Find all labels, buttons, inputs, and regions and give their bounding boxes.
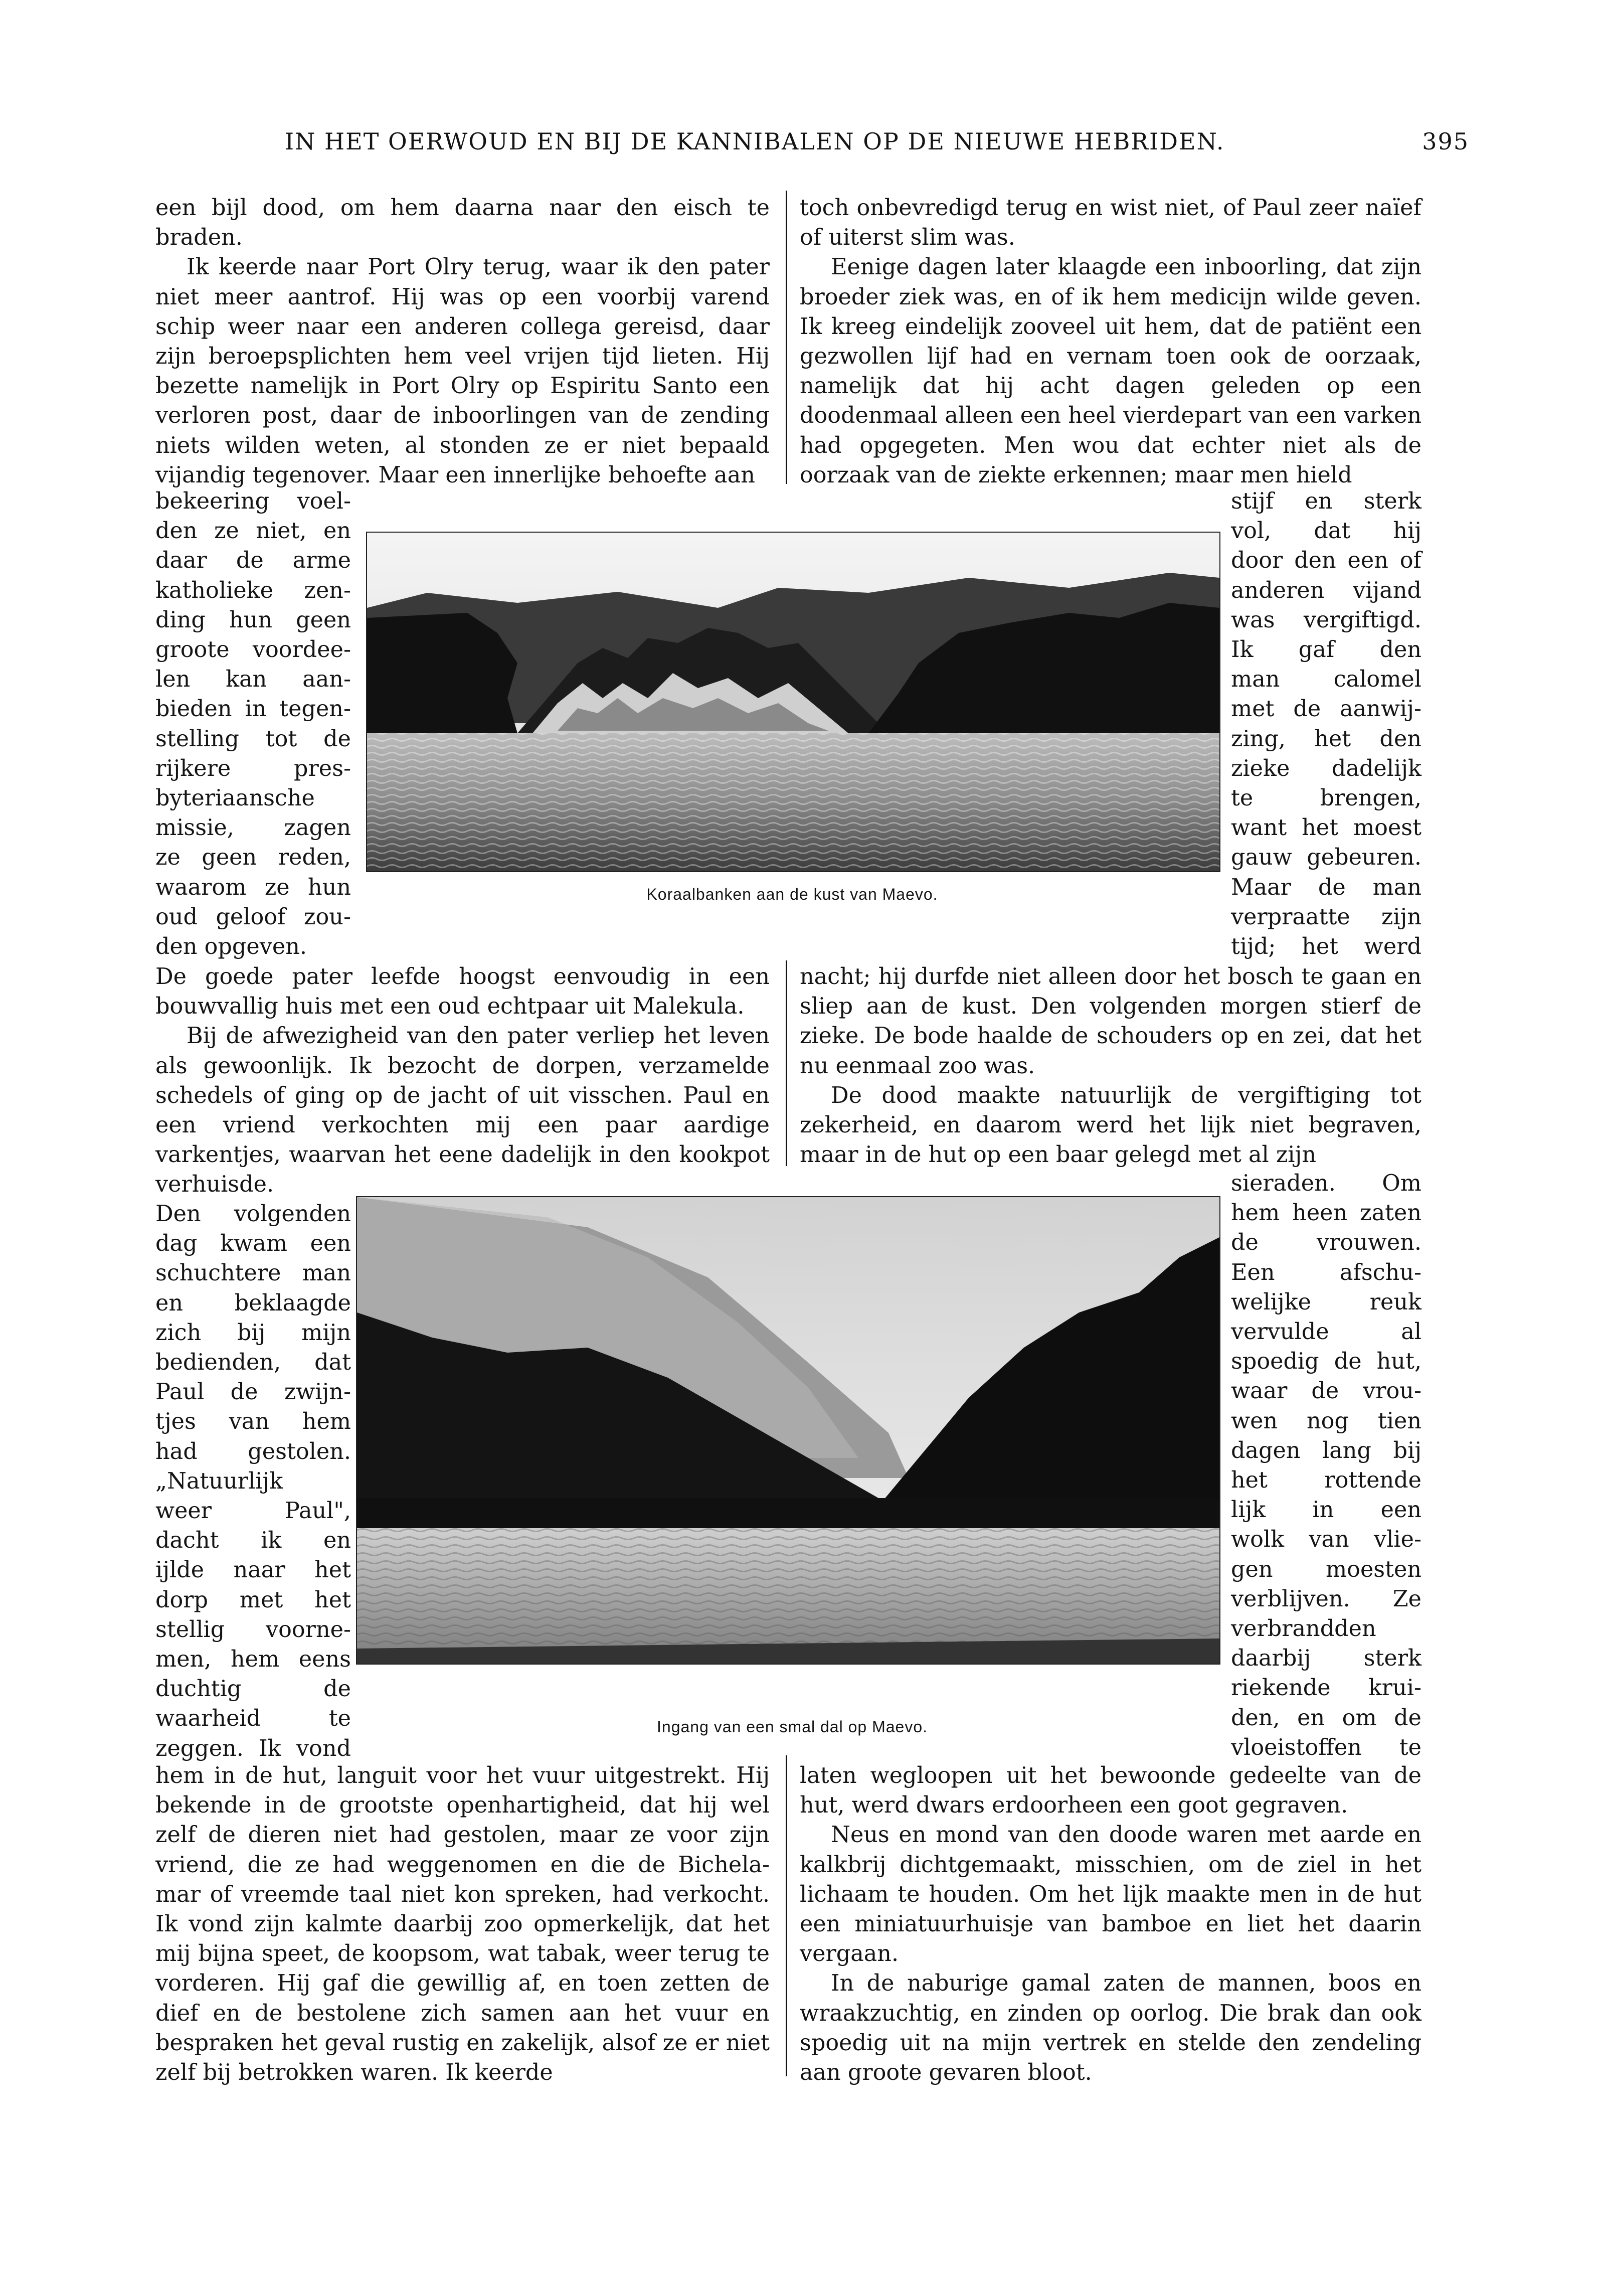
- paragraph: De dood maakte natuurlijk de vergiftiging tot zekerheid, en daarom werd het lijk niet begraven, maar in de hut op een baar gelegd met al zijn: [800, 1082, 1421, 1168]
- text-line: zieke dadelijk: [1231, 755, 1421, 781]
- text-line: waar de vrou-: [1231, 1378, 1421, 1404]
- text-line: gen moesten: [1231, 1556, 1421, 1582]
- text-line: ze geen reden,: [155, 845, 351, 871]
- text-line: verpraatte zijn: [1231, 904, 1421, 930]
- left-column-middle: [155, 962, 770, 1200]
- text-line: ijlde naar het: [155, 1557, 351, 1583]
- text-line: daar de arme: [155, 548, 351, 574]
- paragraph: hem in de hut, languit voor het vuur uitgestrekt. Hij bekende in de grootste openhartigheid, dat hij wel zelf de dieren niet had gestolen, maar ze voor zijn vriend, die ze had weggenomen en die de Bichela-mar of vreemde taal niet kon spreken, had verkocht. Ik vond zijn kalmte daarbij zoo opmerkelijk, dat het mij bijna speet, de koopsom, wat tabak, weer terug te vorderen. Hij gaf die gewillig af, en toen zetten de dief en de bestolene zich samen aan het vuur en bespraken het geval rustig en zakelijk, alsof ze er niet zelf bij betrokken waren. Ik keerde: [155, 1763, 770, 2086]
- text-line: bieden in tegen-: [155, 696, 351, 722]
- text-line: spoedig de hut,: [1231, 1349, 1421, 1375]
- text-line: vervulde al: [1231, 1319, 1421, 1345]
- paragraph: In de naburige gamal zaten de mannen, boos en wraakzuchtig, en zinden op oorlog. Die brak dan ook spoedig uit na mijn vertrek en stelde den zendeling aan groote gevaren bloot.: [800, 1971, 1421, 2086]
- text-line: den ze niet, en: [155, 518, 351, 544]
- text-line: gauw gebeuren.: [1231, 845, 1421, 871]
- text-line: welijke reuk: [1231, 1289, 1421, 1315]
- text-line: te brengen,: [1231, 785, 1421, 811]
- paragraph: nacht; hij durfde niet alleen door het bosch te gaan en sliep aan de kust. Den volgenden morgen stierf de zieke. De bode haalde de schouders op en zei, dat het nu eenmaal zoo was.: [800, 964, 1421, 1079]
- text-line: Paul de zwijn-: [155, 1379, 351, 1405]
- left-column-top: [155, 193, 770, 490]
- paragraph: een bijl dood, om hem daarna naar den eisch te braden.: [155, 195, 770, 251]
- text-line: man calomel: [1231, 667, 1421, 693]
- text-line: met de aanwij-: [1231, 696, 1421, 722]
- text-line: dagen lang bij: [1231, 1437, 1421, 1463]
- text-line: rijkere pres-: [155, 755, 351, 781]
- text-line: zing, het den: [1231, 726, 1421, 752]
- text-line: schuchtere man: [155, 1260, 351, 1286]
- text-line: wen nog tien: [1231, 1408, 1421, 1434]
- text-line: hem heen zaten: [1231, 1200, 1421, 1226]
- paragraph: Ik keerde naar Port Olry terug, waar ik den pater niet meer aantrof. Hij was op een voorbij varend schip weer naar een anderen collega gereisd, daar zijn beroepsplichten hem veel vrijen tijd lieten. Hij bezette namelijk in Port Olry op Espiritu Santo een verloren post, daar de inboorlingen van de zending niets wilden weten, al stonden ze er niet bepaald vijandig tegenover. Maar een innerlijke behoefte aan: [155, 254, 770, 488]
- text-line: het rottende: [1231, 1467, 1421, 1494]
- text-line: katholieke zen-: [155, 577, 351, 603]
- column-rule-top: [786, 191, 787, 484]
- text-line: zich bij mijn: [155, 1320, 351, 1346]
- text-line: „Natuurlijk: [155, 1468, 283, 1494]
- text-line: Ik gaf den: [1231, 637, 1421, 663]
- right-column-wrap-1: [1231, 486, 1421, 961]
- text-line: ding hun geen: [155, 607, 351, 633]
- paragraph: laten wegloopen uit het bewoonde gedeelte van de hut, werd dwars erdoorheen een goot gegraven.: [800, 1763, 1421, 1819]
- text-line: tjes van hem: [155, 1409, 351, 1435]
- text-line: bekeering voel-: [155, 488, 351, 514]
- text-line: bedienden, dat: [155, 1350, 351, 1376]
- left-column-wrap-1: [155, 486, 351, 961]
- text-line: byteriaansche: [155, 785, 315, 811]
- text-line: en beklaagde: [155, 1290, 351, 1316]
- text-line: Den volgenden: [155, 1201, 351, 1227]
- caption-narrow-valley: Ingang van een smal dal op Maevo.: [657, 1718, 928, 1736]
- left-column-wrap-2: [155, 1199, 351, 1763]
- text-line: waarheid te: [155, 1706, 351, 1732]
- text-line: dorp met het: [155, 1587, 351, 1613]
- right-column-middle: [800, 962, 1421, 1170]
- text-line: dacht ik en: [155, 1528, 351, 1554]
- text-line: Maar de man: [1231, 874, 1421, 900]
- text-line: weer Paul",: [155, 1498, 351, 1524]
- paragraph: Eenige dagen later klaagde een inboorling, dat zijn broeder ziek was, en of ik hem medicijn wilde geven. Ik kreeg eindelijk zooveel uit hem, dat de patiënt een gezwollen lijf had en vernam toen ook de oorzaak, namelijk dat hij acht dagen geleden op een doodenmaal alleen een heel vierdepart van een varken had opgegeten. Men wou dat echter niet als de oorzaak van de ziekte erkennen; maar men hield: [800, 254, 1421, 488]
- page-number: 395: [1422, 128, 1469, 155]
- running-title: IN HET OERWOUD EN BIJ DE KANNIBALEN OP DE NIEUWE HEBRIDEN.: [285, 128, 1225, 155]
- photo-coral-banks-image: [367, 533, 1219, 871]
- text-line: waarom ze hun: [155, 874, 351, 900]
- photo-coral-banks: [366, 532, 1220, 872]
- text-line: men, hem eens: [155, 1647, 351, 1673]
- text-line: stellig voorne-: [155, 1616, 351, 1643]
- right-column-bottom: [800, 1761, 1421, 2087]
- text-line: stelling tot de: [155, 726, 351, 752]
- text-line: verbrandden: [1231, 1616, 1376, 1642]
- paragraph: Neus en mond van den doode waren met aarde en kalkbrij dichtgemaakt, misschien, om de ziel in het lichaam te houden. Om het lijk maakte men in de hut een miniatuurhuisje van bamboe en liet het daarin vergaan.: [800, 1822, 1421, 1967]
- paragraph: Bij de afwezigheid van den pater verliep het leven als gewoonlijk. Ik bezocht de dorpen, verzamelde schedels of ging op de jacht of uit visschen. Paul en een vriend verkochten mij een paar aardige varkentjes, waarvan het eene dadelijk in den kookpot verhuisde.: [155, 1023, 770, 1198]
- photo-narrow-valley-image: [357, 1197, 1219, 1664]
- text-line: door den een of: [1231, 548, 1421, 574]
- text-line: had gestolen.: [155, 1438, 351, 1464]
- text-line: Een afschu-: [1231, 1259, 1421, 1285]
- text-line: den opgeven.: [155, 934, 307, 960]
- text-line: zeggen. Ik vond: [155, 1735, 351, 1761]
- text-line: den, en om de: [1231, 1705, 1421, 1731]
- left-column-bottom: [155, 1761, 770, 2087]
- photo-narrow-valley: [356, 1196, 1220, 1665]
- text-line: oud geloof zou-: [155, 904, 351, 930]
- right-column-top: [800, 193, 1421, 490]
- paragraph: De goede pater leefde hoogst eenvoudig in een bouwvallig huis met een oud echtpaar uit Malekula.: [155, 964, 770, 1020]
- text-line: sieraden. Om: [1231, 1171, 1421, 1196]
- text-line: missie, zagen: [155, 815, 351, 841]
- text-line: verblijven. Ze: [1231, 1586, 1421, 1612]
- text-line: want het moest: [1231, 815, 1421, 841]
- right-column-wrap-2: [1231, 1169, 1421, 1762]
- text-line: vloeistoffen te: [1231, 1734, 1421, 1760]
- text-line: len kan aan-: [155, 667, 351, 693]
- column-rule-bottom: [786, 1755, 787, 2076]
- text-line: was vergiftigd.: [1231, 607, 1421, 633]
- running-header: [150, 128, 1469, 163]
- text-line: tijd; het werd: [1231, 934, 1421, 960]
- caption-coral-banks: Koraalbanken aan de kust van Maevo.: [646, 885, 938, 903]
- text-line: daarbij sterk: [1231, 1646, 1421, 1672]
- text-line: dag kwam een: [155, 1231, 351, 1257]
- text-line: lijk in een: [1231, 1497, 1421, 1523]
- text-line: stijf en sterk: [1231, 488, 1421, 514]
- text-line: vol, dat hij: [1231, 518, 1421, 544]
- text-line: riekende krui-: [1231, 1675, 1421, 1701]
- paragraph: toch onbevredigd terug en wist niet, of Paul zeer naïef of uiterst slim was.: [800, 195, 1421, 251]
- text-line: wolk van vlie-: [1231, 1527, 1421, 1553]
- text-line: duchtig de: [155, 1676, 351, 1702]
- text-line: anderen vijand: [1231, 577, 1421, 603]
- text-line: groote voordee-: [155, 637, 351, 663]
- text-line: de vrouwen.: [1231, 1230, 1421, 1256]
- column-rule-middle: [786, 960, 787, 1166]
